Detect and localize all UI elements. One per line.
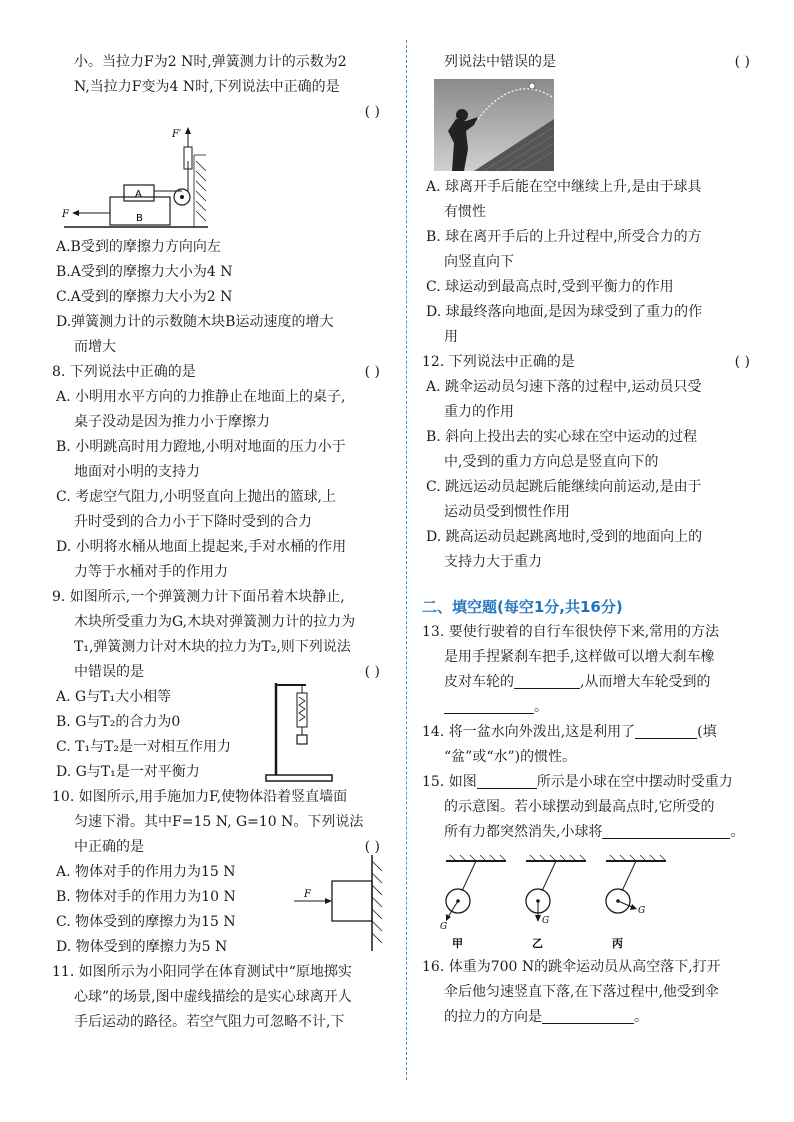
q10-option-d[interactable]: D. 物体受到的摩擦力为5 N (56, 939, 228, 955)
q8-option-b[interactable]: B. 小明跳高时用力蹬地,小明对地面的压力小于 (56, 439, 346, 455)
q10-option-a[interactable]: A. 物体对手的作用力为15 N (56, 864, 236, 880)
label-g-jia: G (440, 922, 448, 932)
q13-text-line-3b: ,从而增大车轮受到的 (580, 674, 711, 690)
q15-text-line-2: 的示意图。若小球摆动到最高点时,它所受的 (444, 799, 715, 815)
q16-blank[interactable] (542, 1007, 634, 1024)
q10-answer-paren[interactable]: ( ) (364, 839, 380, 855)
q7-text-line-2: N,当拉力F变为4 N时,下列说法中正确的是 (74, 79, 340, 95)
q7-text-line-1: 小。当拉力F为2 N时,弹簧测力计的示数为2 (74, 54, 347, 70)
question-9 (52, 585, 392, 785)
question-14 (422, 720, 762, 770)
right-column (422, 50, 762, 1030)
q11-text-line-3: 手后运动的路径。若空气阻力可忽略不计,下 (74, 1014, 345, 1030)
label-b: B (136, 213, 143, 224)
label-f: F (304, 889, 311, 900)
q13-text-line-1: 13. 要使行驶着的自行车很快停下来,常用的方法 (422, 624, 720, 640)
question-10 (52, 785, 392, 960)
q16-text-line-1: 16. 体重为700 N的跳伞运动员从高空落下,打开 (422, 959, 721, 975)
question-11-continued (422, 50, 762, 350)
q12-option-a-continued: 重力的作用 (444, 404, 514, 420)
q8-option-b-continued: 地面对小明的支持力 (74, 464, 200, 480)
q14-text-line-1a: 14. 将一盆水向外泼出,这是利用了 (422, 724, 636, 740)
q9-option-b[interactable]: B. G与T₂的合力为0 (56, 714, 181, 730)
q9-text-line-4: 中错误的是 (74, 664, 144, 680)
q8-option-a-continued: 桌子没动是因为推力小于摩擦力 (74, 414, 270, 430)
question-11 (52, 960, 392, 1035)
q11-text-line-1: 11. 如图所示为小阳同学在体育测试中“原地掷实 (52, 964, 352, 980)
q9-text-line-1: 9. 如图所示,一个弹簧测力计下面吊着木块静止, (52, 589, 345, 605)
q9-figure-spring-scale-stand (264, 675, 334, 785)
q13-text-line-3a: 皮对车轮的 (444, 674, 514, 690)
q13-blank-1[interactable] (514, 672, 580, 689)
q9-text-line-2: 木块所受重力为G,木块对弹簧测力计的拉力为 (74, 614, 356, 630)
q15-figure-pendulums (436, 851, 676, 951)
q7-option-d[interactable]: D.弹簧测力计的示数随木块B运动速度的增大 (56, 314, 334, 330)
label-g-yi: G (542, 916, 550, 926)
q11-option-d-continued: 用 (444, 329, 458, 345)
q12-option-d-continued: 支持力大于重力 (444, 554, 542, 570)
question-15 (422, 770, 762, 951)
q10-text-line-1: 10. 如图所示,用手施加力F,使物体沿着竖直墙面 (52, 789, 348, 805)
q11-text-line-2: 心球”的场景,图中虚线描绘的是实心球离开人 (74, 989, 352, 1005)
q16-text-line-3a: 的拉力的方向是 (444, 1009, 542, 1025)
left-column (52, 50, 392, 1035)
q13-text-line-4: 。 (534, 699, 548, 715)
q11-text-line-4: 列说法中错误的是 (444, 54, 556, 70)
q10-option-c[interactable]: C. 物体受到的摩擦力为15 N (56, 914, 236, 930)
q11-option-c[interactable]: C. 球运动到最高点时,受到平衡力的作用 (426, 279, 674, 295)
question-13 (422, 620, 762, 720)
q14-text-line-2: “盆”或“水”)的惯性。 (444, 749, 577, 765)
label-f-prime: F′ (172, 129, 182, 140)
q10-figure-block-on-wall (284, 853, 394, 953)
q10-option-b[interactable]: B. 物体对手的作用力为10 N (56, 889, 236, 905)
question-7-continued (52, 50, 392, 360)
q14-blank[interactable] (635, 722, 697, 739)
q7-option-c[interactable]: C.A受到的摩擦力大小为2 N (56, 289, 233, 305)
q9-option-d[interactable]: D. G与T₁是一对平衡力 (56, 764, 200, 780)
q8-option-d-continued: 力等于水桶对手的作用力 (74, 564, 228, 580)
q11-option-a-continued: 有惯性 (444, 204, 486, 220)
q15-blank-2[interactable] (602, 822, 730, 839)
q11-option-b-continued: 向竖直向下 (444, 254, 514, 270)
q10-text-line-3: 中正确的是 (74, 839, 144, 855)
q8-option-a[interactable]: A. 小明用水平方向的力推静止在地面上的桌子, (56, 389, 346, 405)
q11-option-b[interactable]: B. 球在离开手后的上升过程中,所受合力的方 (426, 229, 702, 245)
q7-option-a[interactable]: A.B受到的摩擦力方向向左 (56, 239, 221, 255)
label-g-bing: G (638, 906, 646, 916)
q7-option-d-continued: 而增大 (74, 339, 116, 355)
q15-blank-1[interactable] (477, 772, 537, 789)
q12-answer-paren[interactable]: ( ) (734, 354, 750, 370)
q11-option-d[interactable]: D. 球最终落向地面,是因为球受到了重力的作 (426, 304, 703, 320)
q12-stem: 12. 下列说法中正确的是 (422, 354, 575, 370)
label-a: A (135, 189, 142, 200)
label-f: F (62, 209, 69, 220)
q7-figure-blocks-spring (60, 125, 210, 235)
q15-text-line-1b: 所示是小球在空中摆动时受重力 (536, 774, 733, 790)
q13-blank-2[interactable] (444, 697, 534, 714)
q7-answer-paren[interactable]: ( ) (364, 104, 380, 120)
q12-option-c[interactable]: C. 跳远运动员起跳后能继续向前运动,是由于 (426, 479, 702, 495)
q12-option-d[interactable]: D. 跳高运动员起跳离地时,受到的地面向上的 (426, 529, 703, 545)
question-12 (422, 350, 762, 575)
q8-answer-paren[interactable]: ( ) (364, 364, 380, 380)
question-16 (422, 955, 762, 1030)
q9-text-line-3: T₁,弹簧测力计对木块的拉力为T₂,则下列说法 (74, 639, 351, 655)
q13-text-line-2: 是用手捏紧刹车把手,这样做可以增大刹车橡 (444, 649, 715, 665)
q11-answer-paren[interactable]: ( ) (734, 54, 750, 70)
q16-text-line-3b: 。 (634, 1009, 648, 1025)
q14-text-line-1b: (填 (697, 724, 717, 740)
q9-option-a[interactable]: A. G与T₁大小相等 (56, 689, 172, 705)
q9-answer-paren[interactable]: ( ) (364, 664, 380, 680)
q11-option-a[interactable]: A. 球离开手后能在空中继续上升,是由于球具 (426, 179, 702, 195)
column-divider (406, 40, 407, 1080)
q7-option-b[interactable]: B.A受到的摩擦力大小为4 N (56, 264, 233, 280)
q15-text-line-3a: 所有力都突然消失,小球将 (444, 824, 603, 840)
label-jia: 甲 (452, 937, 463, 950)
section-title-fill-in: 二、填空题(每空1分,共16分) (422, 598, 623, 616)
q16-text-line-2: 伞后他匀速竖直下落,在下落过程中,他受到伞 (444, 984, 719, 1000)
q15-text-line-1a: 15. 如图 (422, 774, 477, 790)
q12-option-b[interactable]: B. 斜向上投出去的实心球在空中运动的过程 (426, 429, 698, 445)
q12-option-b-continued: 中,受到的重力方向总是竖直向下的 (444, 454, 659, 470)
q10-text-line-2: 匀速下滑。其中F=15 N, G=10 N。下列说法 (74, 814, 364, 830)
q8-stem: 8. 下列说法中正确的是 (52, 364, 196, 380)
q11-photo-shot-put (434, 79, 554, 171)
q12-option-a[interactable]: A. 跳伞运动员匀速下落的过程中,运动员只受 (426, 379, 702, 395)
q8-option-d[interactable]: D. 小明将水桶从地面上提起来,手对水桶的作用 (56, 539, 347, 555)
label-yi: 乙 (532, 937, 543, 950)
q8-option-c-continued: 升时受到的合力小于下降时受到的合力 (74, 514, 312, 530)
q9-option-c[interactable]: C. T₁与T₂是一对相互作用力 (56, 739, 232, 755)
question-8 (52, 360, 392, 585)
q12-option-c-continued: 运动员受到惯性作用 (444, 504, 570, 520)
q8-option-c[interactable]: C. 考虑空气阻力,小明竖直向上抛出的篮球,上 (56, 489, 337, 505)
label-bing: 丙 (612, 937, 623, 950)
q15-text-line-3b: 。 (730, 824, 745, 840)
